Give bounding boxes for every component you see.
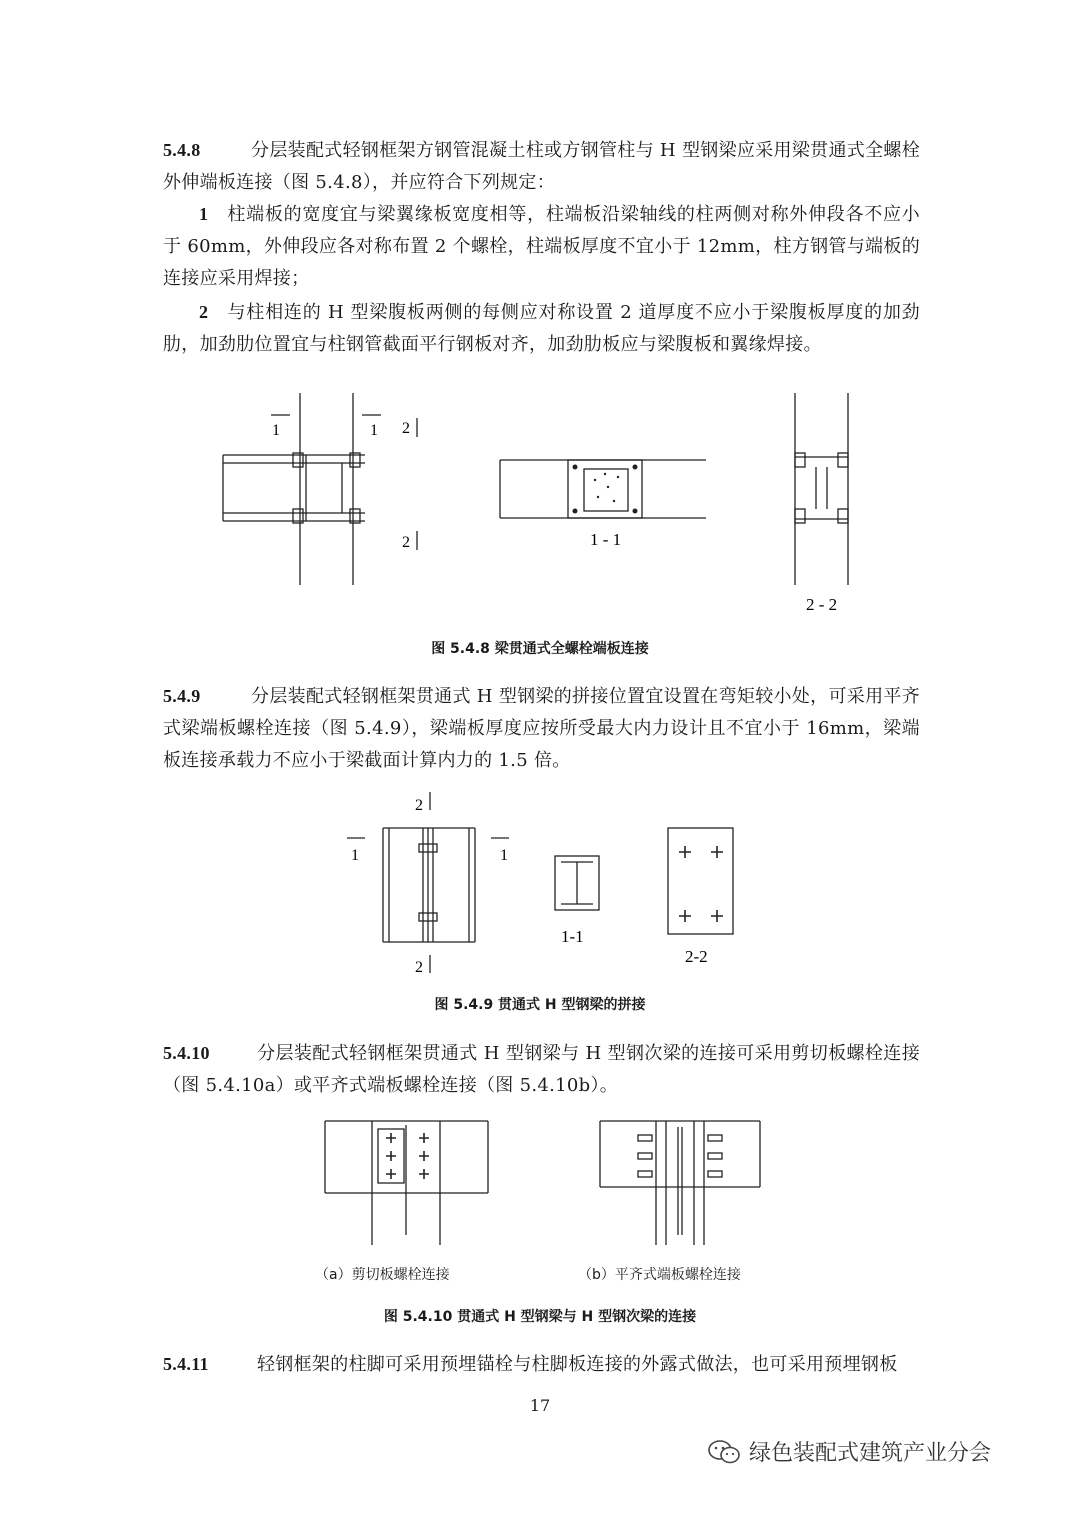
item-text: 柱端板的宽度宜与梁翼缘板宽度相等，柱端板沿梁轴线的柱两侧对称外伸段各不应小于 60mm，外伸段应各对称布置 2 个螺栓，柱端板厚度不宜小于 12mm，柱方钢管与端板的连接应采用焊接； (163, 204, 920, 289)
item-number: 1 (199, 204, 209, 224)
watermark (707, 1436, 991, 1467)
cut-label: 2 (402, 534, 410, 551)
figure-caption: 图 5.4.8 梁贯通式全螺栓端板连接 (431, 641, 649, 657)
section-5-4-8 (163, 134, 920, 199)
section-number: 5.4.8 (163, 140, 201, 160)
section-number: 5.4.11 (163, 1354, 209, 1374)
section-text: 分层装配式轻钢框架方钢管混凝土柱或方钢管柱与 H 型钢梁应采用梁贯通式全螺栓外伸端板连接（图 5.4.8），并应符合下列规定： (163, 140, 920, 193)
cut-label: 2 (415, 959, 423, 976)
section-5-4-11 (163, 1348, 920, 1381)
subfigure-label-a: （a）剪切板螺栓连接 (315, 1267, 450, 1283)
figure-caption: 图 5.4.10 贯通式 H 型钢梁与 H 型钢次梁的连接 (383, 1309, 697, 1325)
section-label: 2-2 (685, 947, 708, 966)
figure-5-4-10 (320, 1115, 780, 1250)
section-label: 1 - 1 (590, 530, 622, 549)
item-2 (163, 296, 920, 361)
item-number: 2 (199, 302, 209, 322)
section-5-4-10 (163, 1037, 920, 1102)
wechat-icon (707, 1439, 741, 1465)
cut-label: 2 (402, 420, 410, 437)
figure-5-4-8 (210, 385, 870, 625)
watermark-text: 绿色装配式建筑产业分会 (749, 1441, 992, 1466)
cut-label: 1 (351, 847, 359, 864)
figure-caption: 图 5.4.9 贯通式 H 型钢梁的拼接 (434, 997, 646, 1013)
section-5-4-9 (163, 680, 920, 777)
section-label: 2 - 2 (806, 595, 838, 614)
cut-label: 1 (500, 847, 508, 864)
section-number: 5.4.9 (163, 686, 201, 706)
item-1 (163, 198, 920, 295)
cut-label: 1 (370, 422, 378, 439)
page-number: 17 (529, 1396, 551, 1415)
cut-label: 1 (272, 422, 280, 439)
section-label: 1-1 (561, 927, 584, 946)
section-text: 分层装配式轻钢框架贯通式 H 型钢梁与 H 型钢次梁的连接可采用剪切板螺栓连接（图 5.4.10a）或平齐式端板螺栓连接（图 5.4.10b）。 (163, 1043, 920, 1096)
item-text: 与柱相连的 H 型梁腹板两侧的每侧应对称设置 2 道厚度不应小于梁腹板厚度的加劲肋，加劲肋位置宜与柱钢管截面平行钢板对齐，加劲肋板应与梁腹板和翼缘焊接。 (163, 302, 920, 355)
cut-label: 2 (415, 797, 423, 814)
subfigure-label-b: （b）平齐式端板螺栓连接 (578, 1267, 741, 1283)
section-text: 轻钢框架的柱脚可采用预埋锚栓与柱脚板连接的外露式做法，也可采用预埋钢板 (257, 1354, 898, 1375)
figure-5-4-9 (335, 790, 755, 980)
section-number: 5.4.10 (163, 1043, 210, 1063)
section-text: 分层装配式轻钢框架贯通式 H 型钢梁的拼接位置宜设置在弯矩较小处，可采用平齐式梁端板螺栓连接（图 5.4.9），梁端板厚度应按所受最大内力设计且不宜小于 16mm，梁端板连接承载力不应小于梁截面计算内力的 1.5 倍。 (163, 686, 920, 771)
